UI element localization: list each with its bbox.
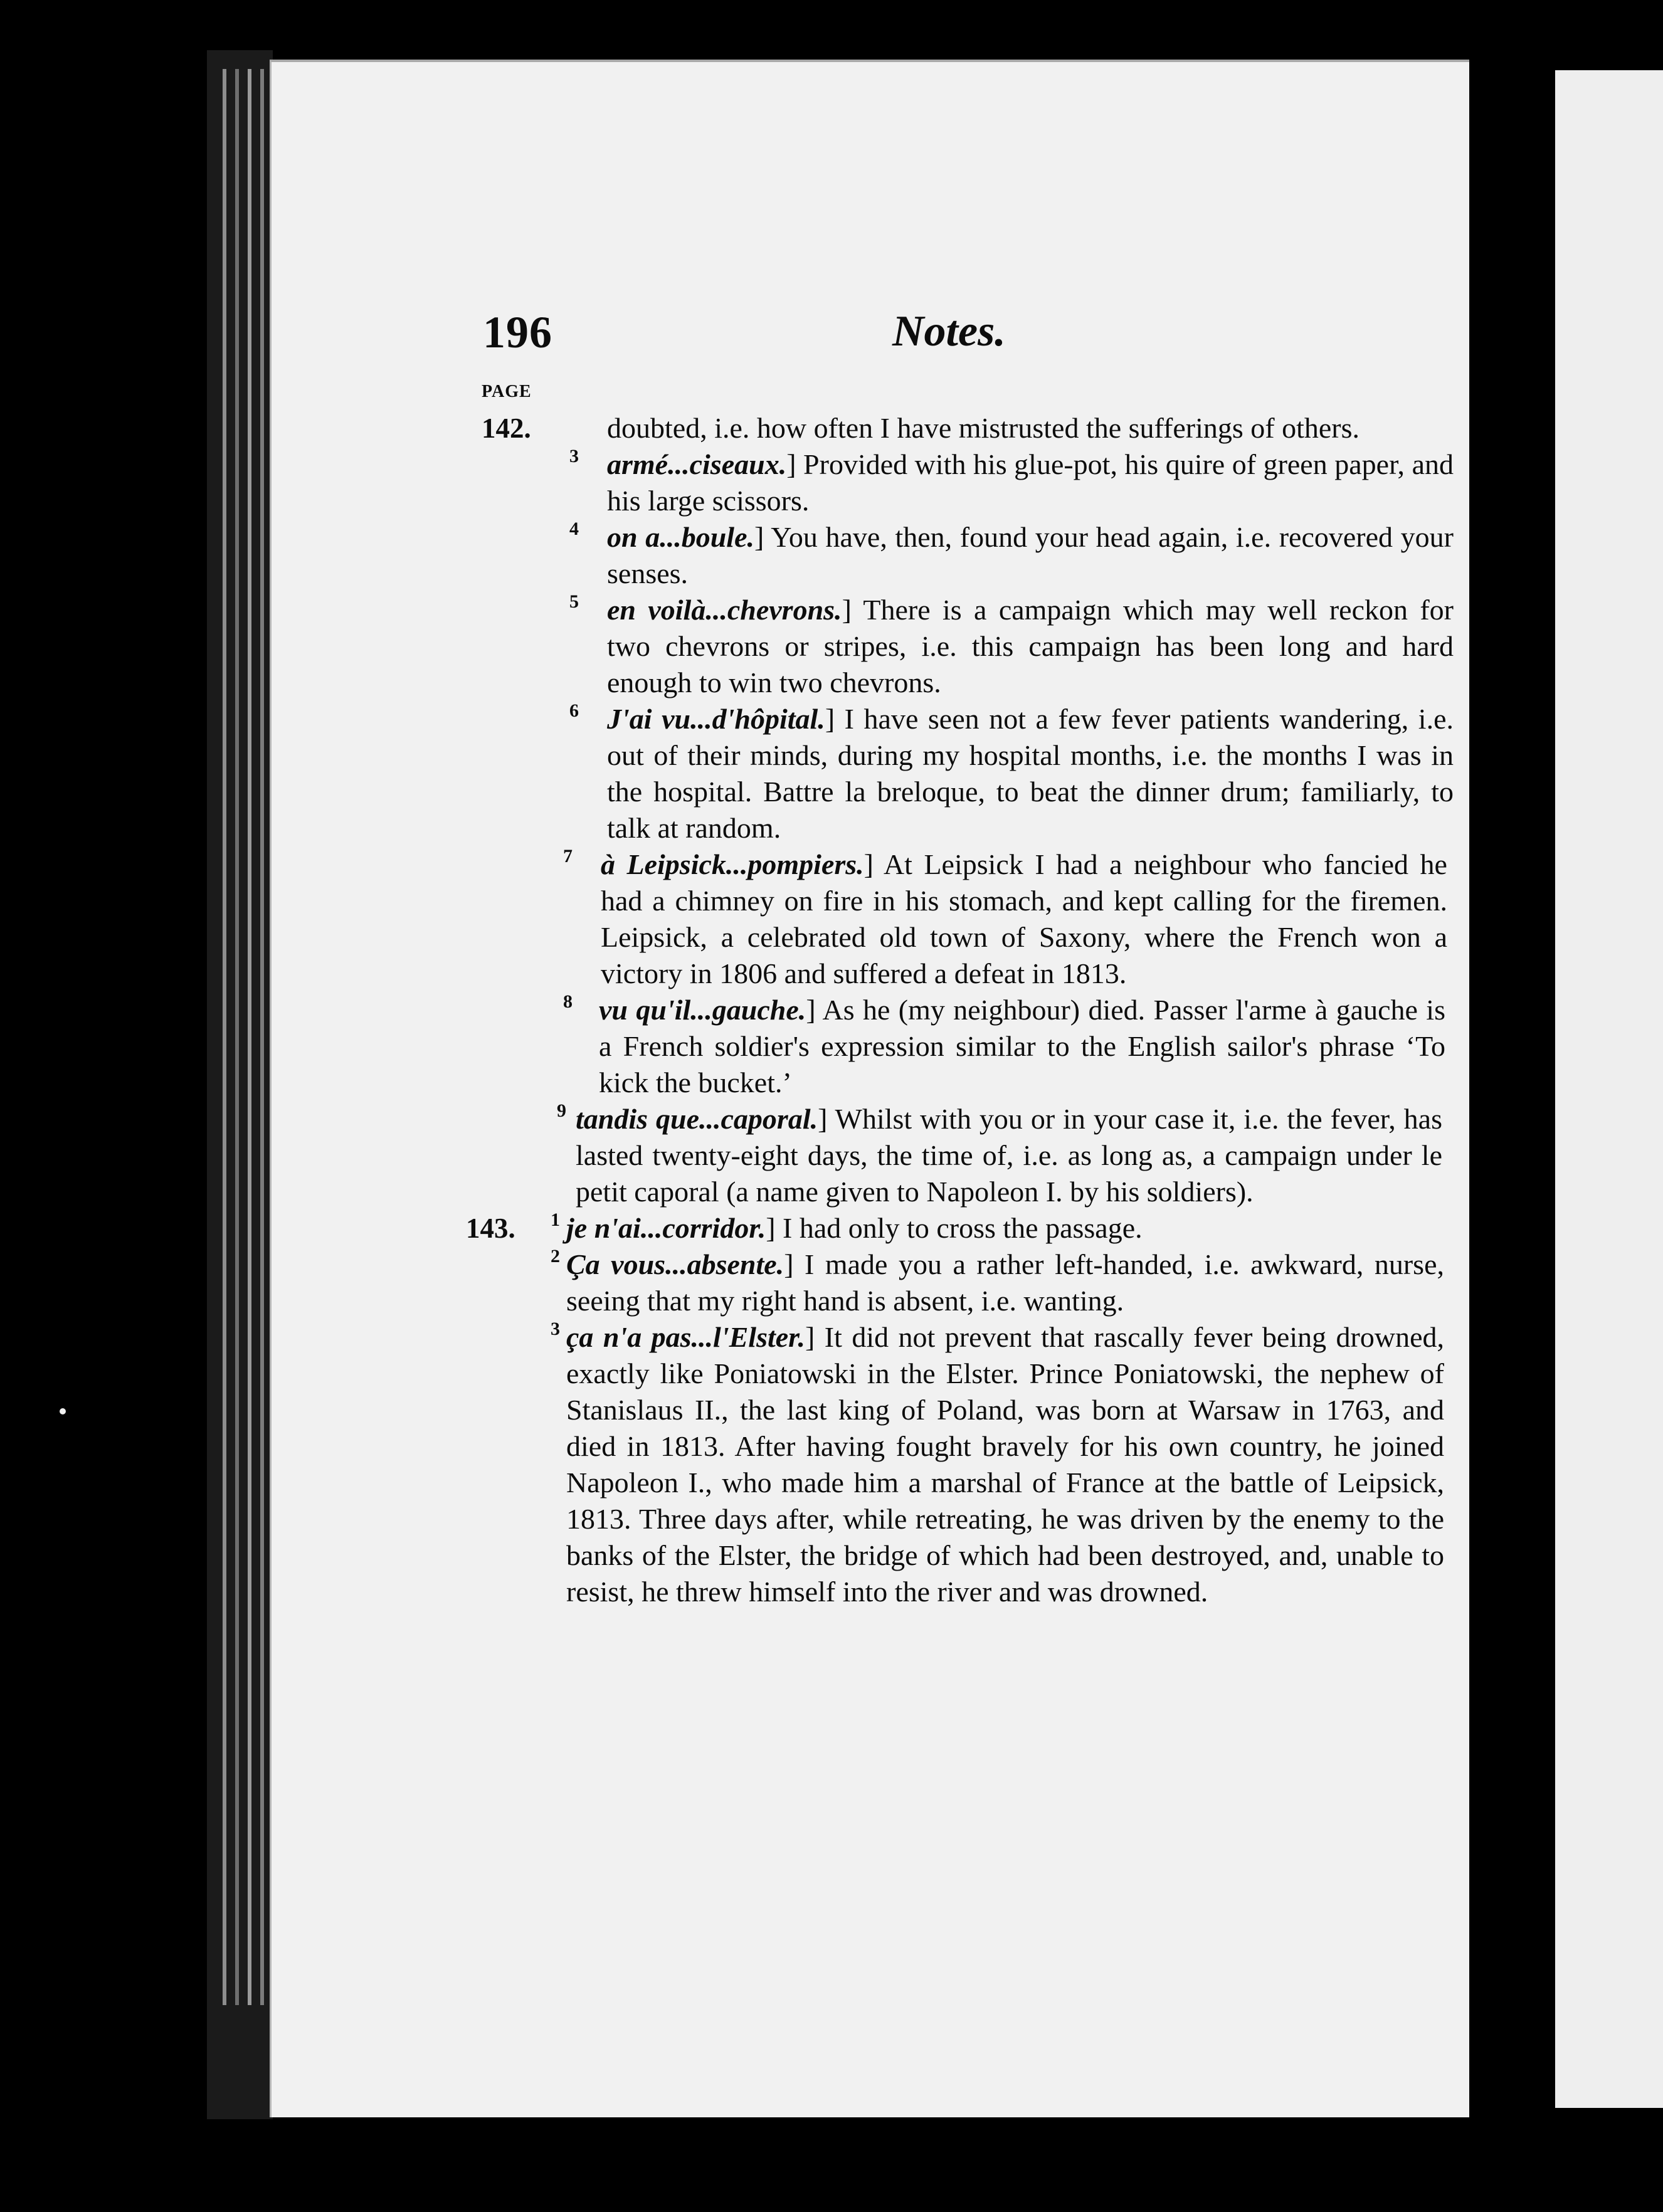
note-text: [607, 410, 1454, 446]
book-page: [270, 60, 1469, 2117]
note-text: [576, 1101, 1442, 1210]
page-reference: 143.: [466, 1213, 515, 1244]
note-number: 6: [569, 700, 579, 721]
note-item: [272, 992, 1469, 1101]
note-item: [272, 1319, 1469, 1610]
note-text: [566, 1319, 1444, 1610]
note-text: [607, 519, 1454, 592]
note-body: ] You have, then, found your head again, i.e. recovered your senses.: [607, 521, 1454, 589]
note-text: [599, 992, 1445, 1101]
note-number: 1: [551, 1209, 560, 1230]
note-lemma: Ça vous...absente.: [566, 1248, 784, 1280]
note-body: ] There is a campaign which may well reckon for two chevrons or stripes, i.e. this campaign has been long and hard enough to win two chevrons.: [607, 594, 1454, 698]
page-stack-line: [235, 69, 239, 2005]
page-stack-line: [260, 69, 264, 2005]
note-number: 4: [569, 519, 579, 539]
note-item: [272, 1246, 1469, 1319]
note-body: ] I had only to cross the passage.: [766, 1212, 1143, 1244]
note-body: ] I have seen not a few fever patients wandering, i.e. out of their minds, during my hospital months, i.e. the months I was in the hospital. Battre la breloque, to beat the dinner drum; familiarly, to talk at random.: [607, 703, 1454, 844]
note-number: 3: [551, 1319, 560, 1339]
note-text: [607, 592, 1454, 701]
note-lemma: en voilà...chevrons.: [607, 594, 842, 626]
note-number: 8: [563, 991, 573, 1012]
page-column-label: PAGE: [482, 382, 532, 401]
scan-speck: [60, 1408, 66, 1414]
note-text: [601, 846, 1447, 992]
note-text: [566, 1210, 1444, 1246]
note-item: [272, 592, 1469, 701]
note-number: 9: [557, 1100, 566, 1121]
note-lemma: J'ai vu...d'hôpital.: [607, 703, 825, 735]
page-stack-line: [223, 69, 226, 2005]
page-title: Notes.: [892, 307, 1006, 356]
note-item: [272, 846, 1469, 992]
note-text: [607, 446, 1454, 519]
note-lemma: armé...ciseaux.: [607, 448, 787, 480]
page-stack-line: [248, 69, 251, 2005]
note-body: ] At Leipsick I had a neighbour who fancied he had a chimney on fire in his stomach, and kept calling for the firemen. Leipsick, a celebrated old town of Saxony, where the French won a victory in 1806 and suffered a defeat in 1813.: [601, 848, 1447, 989]
page-reference: 142.: [482, 413, 531, 444]
note-lemma: on a...boule.: [607, 521, 754, 553]
note-item: [272, 519, 1469, 592]
note-lemma: tandis que...caporal.: [576, 1103, 818, 1135]
page-number: 196: [483, 307, 552, 357]
note-number: 7: [563, 846, 573, 866]
note-number: 5: [569, 591, 579, 612]
note-lemma: ça n'a pas...l'Elster.: [566, 1321, 806, 1353]
note-number: 2: [551, 1246, 560, 1267]
notes-list: [272, 410, 1469, 1610]
note-item: [272, 1101, 1469, 1210]
note-lemma: à Leipsick...pompiers.: [601, 848, 864, 880]
note-item: [272, 1210, 1469, 1246]
note-body: ] Whilst with you or in your case it, i.e. the fever, has lasted twenty-eight days, the time of, i.e. as long as, a campaign under le petit caporal (a name given to Napoleon I. by his soldiers).: [576, 1103, 1442, 1208]
note-item: [272, 701, 1469, 846]
note-item: [272, 410, 1469, 446]
note-text: [566, 1246, 1444, 1319]
running-head: [272, 307, 1469, 388]
note-lemma: vu qu'il...gauche.: [599, 994, 806, 1026]
note-body: ] I made you a rather left-handed, i.e. awkward, nurse, seeing that my right hand is absent, i.e. wanting.: [566, 1248, 1444, 1317]
facing-page-edge: [1555, 70, 1663, 2108]
note-lemma: je n'ai...corridor.: [566, 1212, 766, 1244]
note-body: doubted, i.e. how often I have mistrusted the sufferings of others.: [607, 412, 1359, 444]
note-body: ] It did not prevent that rascally fever being drowned, exactly like Poniatowski in the Elster. Prince Poniatowski, the nephew of Stanislaus II., the last king of Poland, was born at Warsaw in 1763, and died in 1813. After having fought bravely for his own country, he joined Napoleon I., who made him a marshal of France at the battle of Leipsick, 1813. Three days after, while retreating, he was driven by the enemy to the banks of the Elster, the bridge of which had been destroyed, and, unable to resist, he threw himself into the river and was drowned.: [566, 1321, 1445, 1608]
note-text: [607, 701, 1454, 846]
note-number: 3: [569, 446, 579, 466]
note-body: ] Provided with his glue-pot, his quire of green paper, and his large scissors.: [607, 448, 1454, 517]
note-body: ] As he (my neighbour) died. Passer l'arme à gauche is a French soldier's expression similar to the English sailor's phrase ‘To kick the bucket.’: [599, 994, 1445, 1098]
note-item: [272, 446, 1469, 519]
